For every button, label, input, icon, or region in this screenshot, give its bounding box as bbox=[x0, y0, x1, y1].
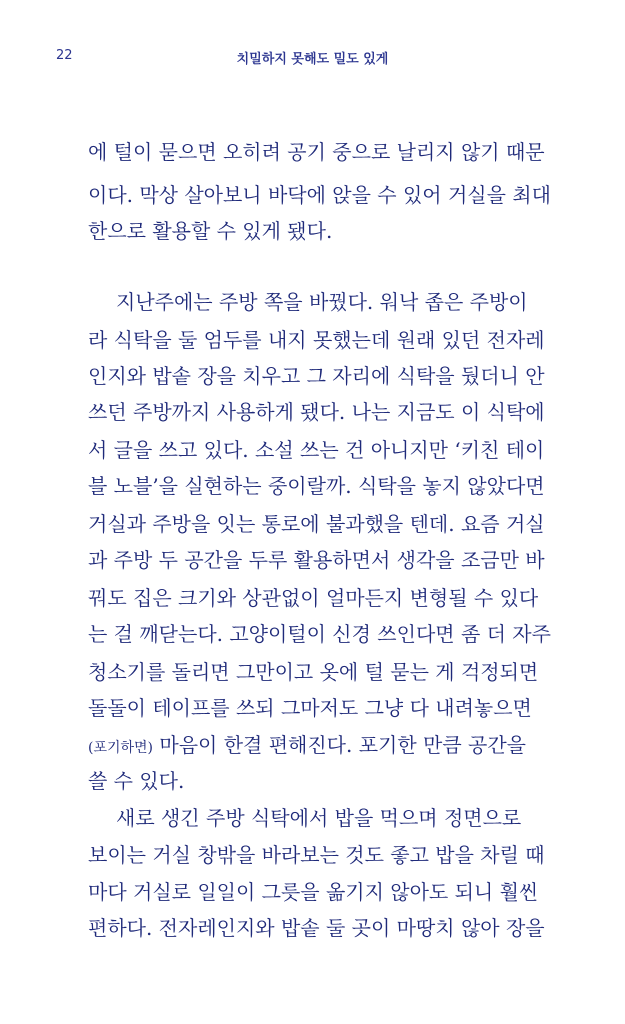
paragraph-line: 는 걸 깨닫는다. 고양이털이 신경 쓰인다면 좀 더 자주 bbox=[88, 622, 551, 646]
paragraph-line: 새로 생긴 주방 식탁에서 밥을 먹으며 정면으로 bbox=[116, 806, 522, 830]
paragraph-line: 한으로 활용할 수 있게 됐다. bbox=[88, 219, 333, 243]
paragraph-line: 에 털이 묻으면 오히려 공기 중으로 날리지 않기 때문 bbox=[88, 140, 545, 164]
paragraph-line: 마다 거실로 일일이 그릇을 옮기지 않아도 되니 훨씬 bbox=[88, 880, 539, 904]
page-header bbox=[0, 48, 625, 72]
paragraph-line: 서 글을 쓰고 있다. 소설 쓰는 건 아니지만 ‘키친 테이 bbox=[88, 438, 545, 462]
paragraph-line: 과 주방 두 공간을 두루 활용하면서 생각을 조금만 바 bbox=[88, 548, 545, 572]
paragraph-line: 보이는 거실 창밖을 바라보는 것도 좋고 밥을 차릴 때 bbox=[88, 843, 545, 867]
paragraph-line: 쓸 수 있다. bbox=[88, 769, 185, 793]
paragraph-line: 청소기를 돌리면 그만이고 옷에 털 묻는 게 걱정되면 bbox=[88, 660, 539, 684]
paragraph-line: 이다. 막상 살아보니 바닥에 앉을 수 있어 거실을 최대 bbox=[88, 183, 551, 207]
paragraph-line: 편하다. 전자레인지와 밥솥 둘 곳이 마땅치 않아 장을 bbox=[88, 916, 545, 940]
page-number: 22 bbox=[56, 48, 73, 63]
paragraph-line: 블 노블’을 실현하는 중이랄까. 식탁을 놓지 않았다면 bbox=[88, 474, 545, 498]
paragraph-line bbox=[88, 735, 526, 755]
paragraph-line: 쓰던 주방까지 사용하게 됐다. 나는 지금도 이 식탁에 bbox=[88, 400, 545, 424]
paragraph-line: 돌돌이 테이프를 쓰되 그마저도 그냥 다 내려놓으면 bbox=[88, 696, 532, 720]
line-continuation: 마음이 한결 편해진다. 포기한 만큼 공간을 bbox=[153, 733, 526, 757]
running-title: 치밀하지 못해도 밀도 있게 bbox=[236, 52, 389, 67]
paragraph-line: 라 식탁을 둘 엄두를 내지 못했는데 원래 있던 전자레 bbox=[88, 328, 545, 352]
paragraph-line: 인지와 밥솥 장을 치우고 그 자리에 식탁을 뒀더니 안 bbox=[88, 364, 545, 388]
paragraph-line: 지난주에는 주방 쪽을 바꿨다. 워낙 좁은 주방이 bbox=[116, 290, 528, 314]
parenthetical-note: (포기하면) bbox=[88, 740, 154, 756]
paragraph-line: 꿔도 집은 크기와 상관없이 얼마든지 변형될 수 있다 bbox=[88, 586, 539, 610]
paragraph-line: 거실과 주방을 잇는 통로에 불과했을 텐데. 요즘 거실 bbox=[88, 512, 545, 536]
